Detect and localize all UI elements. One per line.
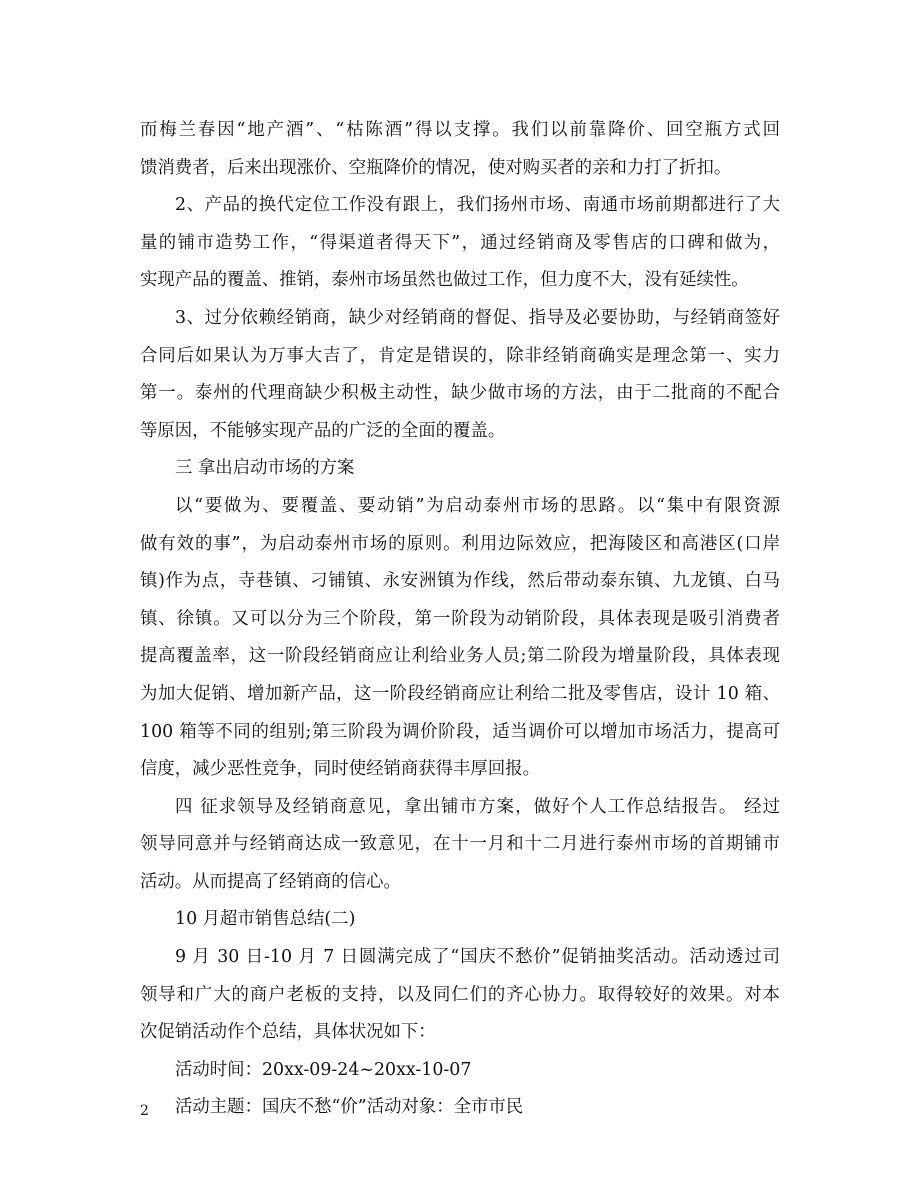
text-line: 9 月 30 日-10 月 7 日圆满完成了“国庆不愁价”促销抽奖活动。活动透过司 [175,947,780,968]
text-line: 3、过分依赖经销商，缺少对经销商的督促、指导及必要协助，与经销商签好 [175,307,780,328]
text-line: 镇)作为点，寺巷镇、刁铺镇、永安洲镇为作线，然后带动泰东镇、九龙镇、白马 [140,571,780,592]
text-line: 第一。泰州的代理商缺少积极主动性，缺少做市场的方法，由于二批商的不配合 [140,383,780,404]
page-number: 2 [140,1103,149,1119]
text-line: 2、产品的换代定位工作没有跟上，我们扬州市场、南通市场前期都进行了大 [175,195,780,216]
text-line: 而梅兰春因“地产酒”、“枯陈酒”得以支撑。我们以前靠降价、回空瓶方式回 [140,120,780,140]
text-line: 信度，减少恶性竞争，同时使经销商获得丰厚回报。 [140,759,540,780]
text-line: 提高覆盖率，这一阶段经销商应让利给业务人员;第二阶段为增量阶段，具体表现 [140,646,780,667]
text-line: 实现产品的覆盖、推销，泰州市场虽然也做过工作，但力度不大，没有延续性。 [140,270,749,291]
text-line: 领导和广大的商户老板的支持，以及同仁们的齐心协力。取得较好的效果。对本 [140,984,780,1005]
text-line: 合同后如果认为万事大吉了，肯定是错误的，除非经销商确实是理念第一、实力 [140,345,780,366]
text-line: 活动时间：20xx-09-24~20xx-10-07 [175,1059,472,1080]
text-line: 镇、徐镇。又可以分为三个阶段，第一阶段为动销阶段，具体表现是吸引消费者 [140,608,780,629]
text-line: 100 箱等不同的组别;第三阶段为调价阶段，适当调价可以增加市场活力，提高可 [140,721,780,742]
text-line: 以“要做为、要覆盖、要动销”为启动泰州市场的思路。以“集中有限资源 [175,495,780,516]
text-line: 活动。从而提高了经销商的信心。 [140,871,401,892]
text-line: 做有效的事”，为启动泰州市场的原则。利用边际效应，把海陵区和高港区(口岸 [140,533,780,554]
document-body [140,112,780,1127]
text-line: 四 征求领导及经销商意见，拿出铺市方案，做好个人工作总结报告。 经过 [175,796,780,817]
text-line: 活动主题：国庆不愁“价”活动对象：全市市民 [175,1097,524,1118]
text-line: 领导同意并与经销商达成一致意见，在十一月和十二月进行泰州市场的首期铺市 [140,834,780,855]
text-line: 馈消费者，后来出现涨价、空瓶降价的情况，使对购买者的亲和力打了折扣。 [140,157,732,178]
text-line: 10 月超市销售总结(二) [175,909,356,930]
text-line: 三 拿出启动市场的方案 [175,458,355,479]
text-line: 为加大促销、增加新产品，这一阶段经销商应让利给二批及零售店，设计 10 箱、 [140,683,780,704]
text-line: 量的铺市造势工作，“得渠道者得天下”，通过经销商及零售店的口碑和做为， [140,232,780,253]
text-line: 等原因，不能够实现产品的广泛的全面的覆盖。 [140,420,506,441]
text-line: 次促销活动作个总结，具体状况如下： [140,1022,436,1043]
